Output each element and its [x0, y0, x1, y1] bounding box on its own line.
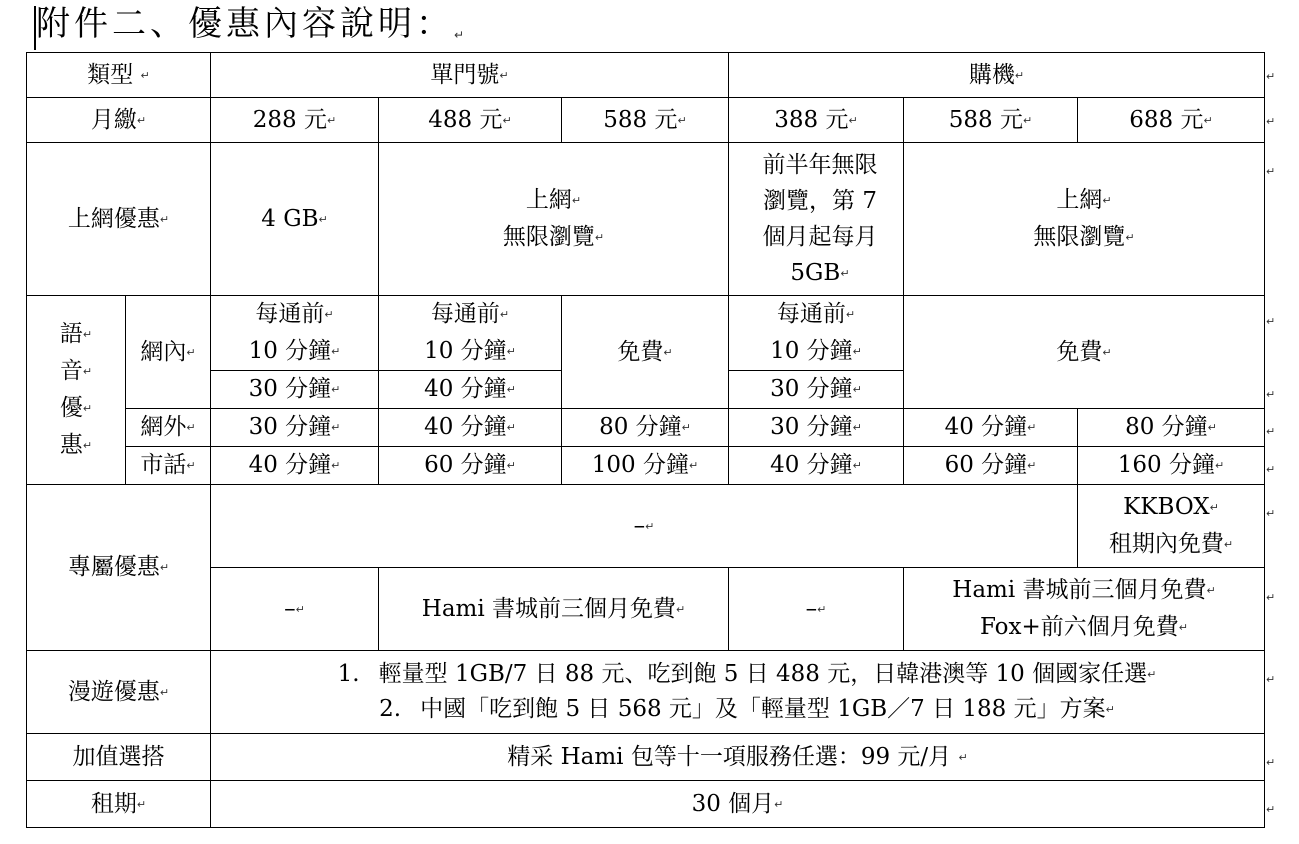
- exclusive-288: –↵: [211, 568, 379, 651]
- onnet-288-percall: 每通前↵ 10 分鐘↵: [211, 296, 379, 371]
- offnet-cell: 40 分鐘↵: [904, 409, 1078, 447]
- local-cell: 60 分鐘↵: [904, 447, 1078, 485]
- onnet-488-min: 40 分鐘↵: [379, 371, 562, 409]
- offnet-cell: 80 分鐘↵: [562, 409, 729, 447]
- end-of-row-mark: ↵: [1266, 315, 1276, 328]
- type-header: 類型 ↵: [27, 53, 211, 98]
- table-row: [27, 651, 1265, 734]
- local-cell: 40 分鐘↵: [729, 447, 904, 485]
- hami-books-cell: Hami 書城前三個月免費↵: [379, 568, 729, 651]
- data-288: 4 GB↵: [211, 143, 379, 296]
- end-of-row-mark: ↵: [1266, 115, 1276, 128]
- monthly-label: 月繳↵: [27, 98, 211, 143]
- local-cell: 60 分鐘↵: [379, 447, 562, 485]
- end-of-row-mark: ↵: [1266, 463, 1276, 476]
- table-row: [27, 409, 1265, 447]
- onnet-288-min: 30 分鐘↵: [211, 371, 379, 409]
- onnet-label: 網內↵: [126, 296, 211, 409]
- onnet-588-free: 免費↵: [562, 296, 729, 409]
- end-of-row-mark: ↵: [1266, 388, 1276, 401]
- local-label: 市話↵: [126, 447, 211, 485]
- contract-value: 30 個月↵: [211, 781, 1265, 828]
- single-number-header: 單門號↵: [211, 53, 729, 98]
- monthly-288: 288 元↵: [211, 98, 379, 143]
- table-row: [27, 296, 1265, 371]
- table-row: [27, 143, 1265, 296]
- roaming-label: 漫遊優惠↵: [27, 651, 211, 734]
- roaming-cell: [211, 651, 1265, 734]
- monthly-488: 488 元↵: [379, 98, 562, 143]
- paragraph-mark: ↵: [454, 28, 465, 42]
- table-row: [27, 485, 1265, 568]
- end-of-row-mark: ↵: [1266, 425, 1276, 438]
- end-of-row-mark: ↵: [1266, 507, 1276, 520]
- end-of-row-mark: ↵: [1266, 756, 1276, 769]
- exclusive-388: –↵: [729, 568, 904, 651]
- end-of-row-mark: ↵: [1266, 673, 1276, 686]
- roaming-item: 2. 中國「吃到飽 5 日 568 元」及「輕量型 1GB／7 日 188 元」方案↵: [379, 696, 1115, 722]
- table-row: [27, 781, 1265, 828]
- addon-value: 精采 Hami 包等十一項服務任選：99 元/月 ↵: [211, 734, 1265, 781]
- onnet-388-percall: 每通前↵ 10 分鐘↵: [729, 296, 904, 371]
- plan-table: [26, 52, 1265, 828]
- monthly-588b: 588 元↵: [904, 98, 1078, 143]
- offnet-label: 網外↵: [126, 409, 211, 447]
- data-unlimited-b: 上網↵ 無限瀏覽↵: [904, 143, 1265, 296]
- data-unlimited-a: 上網↵ 無限瀏覽↵: [379, 143, 729, 296]
- hami-fox-cell: Hami 書城前三個月免費↵ Fox+前六個月免費↵: [904, 568, 1265, 651]
- monthly-388: 388 元↵: [729, 98, 904, 143]
- table-row: [27, 98, 1265, 143]
- end-of-row-mark: ↵: [1266, 591, 1276, 604]
- voice-label: 語↵ 音↵ 優↵ 惠↵: [27, 296, 126, 485]
- table-row: [27, 734, 1265, 781]
- offnet-cell: 80 分鐘↵: [1078, 409, 1265, 447]
- exclusive-dash: –↵: [211, 485, 1078, 568]
- monthly-588: 588 元↵: [562, 98, 729, 143]
- end-of-row-mark: ↵: [1266, 165, 1276, 178]
- offnet-cell: 40 分鐘↵: [379, 409, 562, 447]
- data-plan-label: 上網優惠↵: [27, 143, 211, 296]
- offnet-cell: 30 分鐘↵: [211, 409, 379, 447]
- table-row: [27, 568, 1265, 651]
- onnet-488-percall: 每通前↵ 10 分鐘↵: [379, 296, 562, 371]
- data-388: 前半年無限 瀏覽，第 7 個月起每月 5GB↵: [729, 143, 904, 296]
- local-cell: 100 分鐘↵: [562, 447, 729, 485]
- table-row: [27, 447, 1265, 485]
- exclusive-label: 專屬優惠↵: [27, 485, 211, 651]
- roaming-item: 1. 輕量型 1GB/7 日 88 元、吃到飽 5 日 488 元，日韓港澳等 10 個國家任選↵: [337, 661, 1157, 687]
- buy-phone-header: 購機↵: [729, 53, 1265, 98]
- end-of-row-mark: ↵: [1266, 803, 1276, 816]
- offnet-cell: 30 分鐘↵: [729, 409, 904, 447]
- kkbox-cell: KKBOX↵ 租期內免費↵: [1078, 485, 1265, 568]
- addon-label: 加值選搭: [27, 734, 211, 781]
- onnet-buy-free: 免費↵: [904, 296, 1265, 409]
- local-cell: 40 分鐘↵: [211, 447, 379, 485]
- monthly-688: 688 元↵: [1078, 98, 1265, 143]
- local-cell: 160 分鐘↵: [1078, 447, 1265, 485]
- contract-label: 租期↵: [27, 781, 211, 828]
- document-title: 附件二、優惠內容說明：↵: [36, 4, 465, 44]
- onnet-388-min: 30 分鐘↵: [729, 371, 904, 409]
- table-row: [27, 53, 1265, 98]
- end-of-row-mark: ↵: [1266, 70, 1276, 83]
